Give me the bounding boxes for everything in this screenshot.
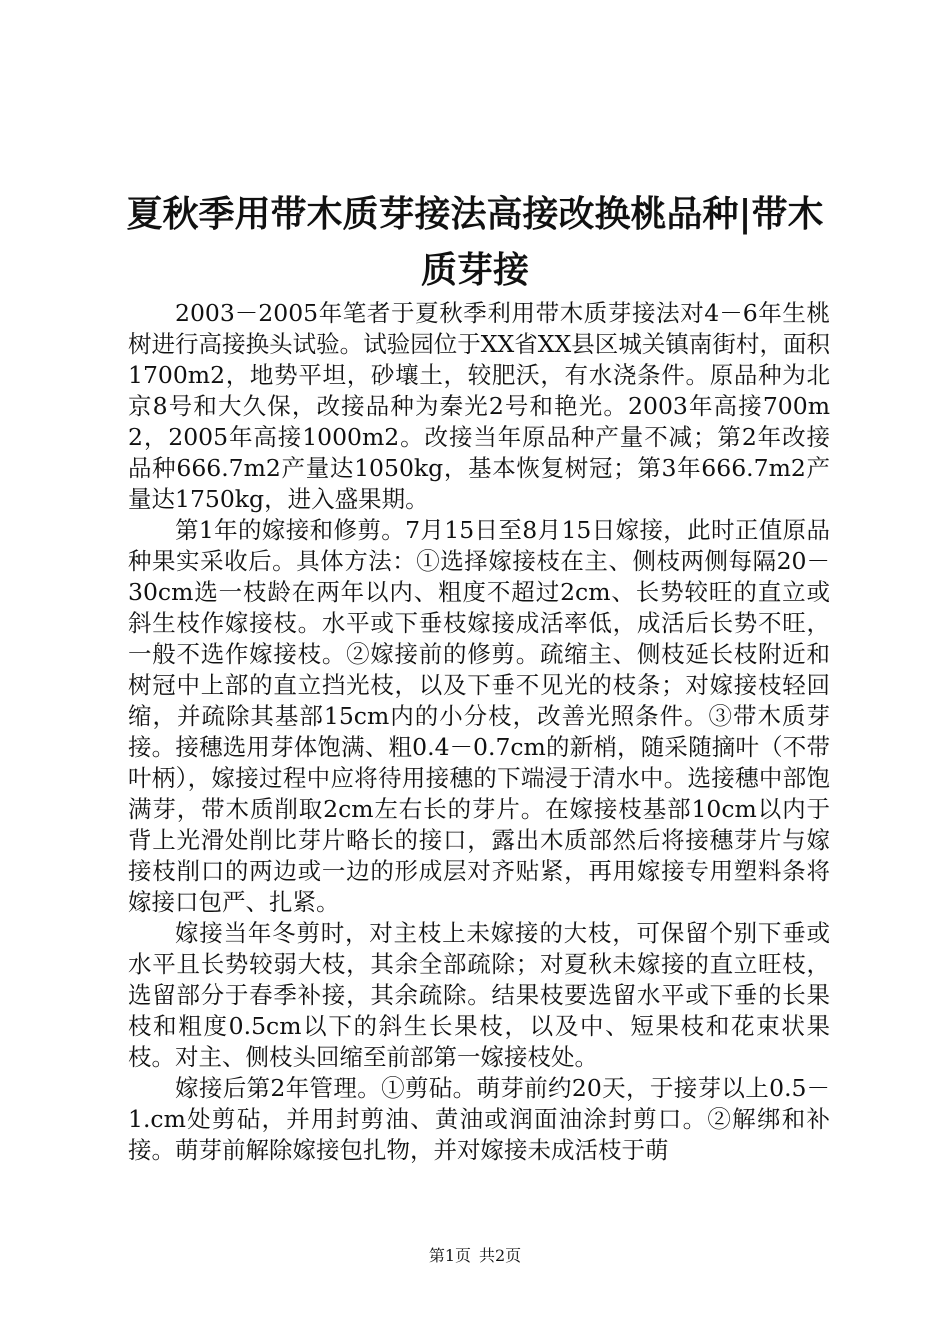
paragraph-3: 嫁接当年冬剪时，对主枝上未嫁接的大枝，可保留个别下垂或水平且长势较弱大枝，其余全部疏除；对夏秋未嫁接的直立旺枝，选留部分于春季补接，其余疏除。结果枝要选留水平或下垂的长果枝和粗度0.5cm以下的斜生长果枝，以及中、短果枝和花束状果枝。对主、侧枝头回缩至前部第一嫁接枝处。 (128, 919, 830, 1071)
page-number: 第1页 (428, 1246, 471, 1265)
page-total: 共2页 (479, 1246, 522, 1265)
document-title: 夏秋季用带木质芽接法高接改换桃品种|带木质芽接 (126, 193, 824, 291)
document-body (128, 298, 830, 1166)
paragraph-4: 嫁接后第2年管理。①剪砧。萌芽前约20天，于接芽以上0.5－1.cm处剪砧，并用封剪油、黄油或润面油涂封剪口。②解绑和补接。萌芽前解除嫁接包扎物，并对嫁接未成活枝于萌 (128, 1074, 830, 1164)
paragraph-2: 第1年的嫁接和修剪。7月15日至8月15日嫁接，此时正值原品种果实采收后。具体方法：①选择嫁接枝在主、侧枝两侧每隔20－30cm选一枝龄在两年以内、粗度不超过2cm、长势较旺的直立或斜生枝作嫁接枝。水平或下垂枝嫁接成活率低，成活后长势不旺，一般不选作嫁接枝。②嫁接前的修剪。疏缩主、侧枝延长枝附近和树冠中上部的直立挡光枝，以及下垂不见光的枝条；对嫁接枝轻回缩，并疏除其基部15cm内的小分枝，改善光照条件。③带木质芽接。接穗选用芽体饱满、粗0.4－0.7cm的新梢，随采随摘叶（不带叶柄），嫁接过程中应将待用接穗的下端浸于清水中。选接穗中部饱满芽，带木质削取2cm左右长的芽片。在嫁接枝基部10cm以内于背上光滑处削比芽片略长的接口，露出木质部然后将接穗芽片与嫁接枝削口的两边或一边的形成层对齐贴紧，再用嫁接专用塑料条将嫁接口包严、扎紧。 (128, 516, 830, 916)
page-footer (0, 1246, 950, 1266)
paragraph-1: 2003－2005年笔者于夏秋季利用带木质芽接法对4－6年生桃树进行高接换头试验。试验园位于XX省XX县区城关镇南街村，面积1700m2，地势平坦，砂壤土，较肥沃，有水浇条件。原品种为北京8号和大久保，改接品种为秦光2号和艳光。2003年高接700m2，2005年高接1000m2。改接当年原品种产量不减；第2年改接品种666.7m2产量达1050kg，基本恢复树冠；第3年666.7m2产量达1750kg，进入盛果期。 (128, 299, 830, 513)
